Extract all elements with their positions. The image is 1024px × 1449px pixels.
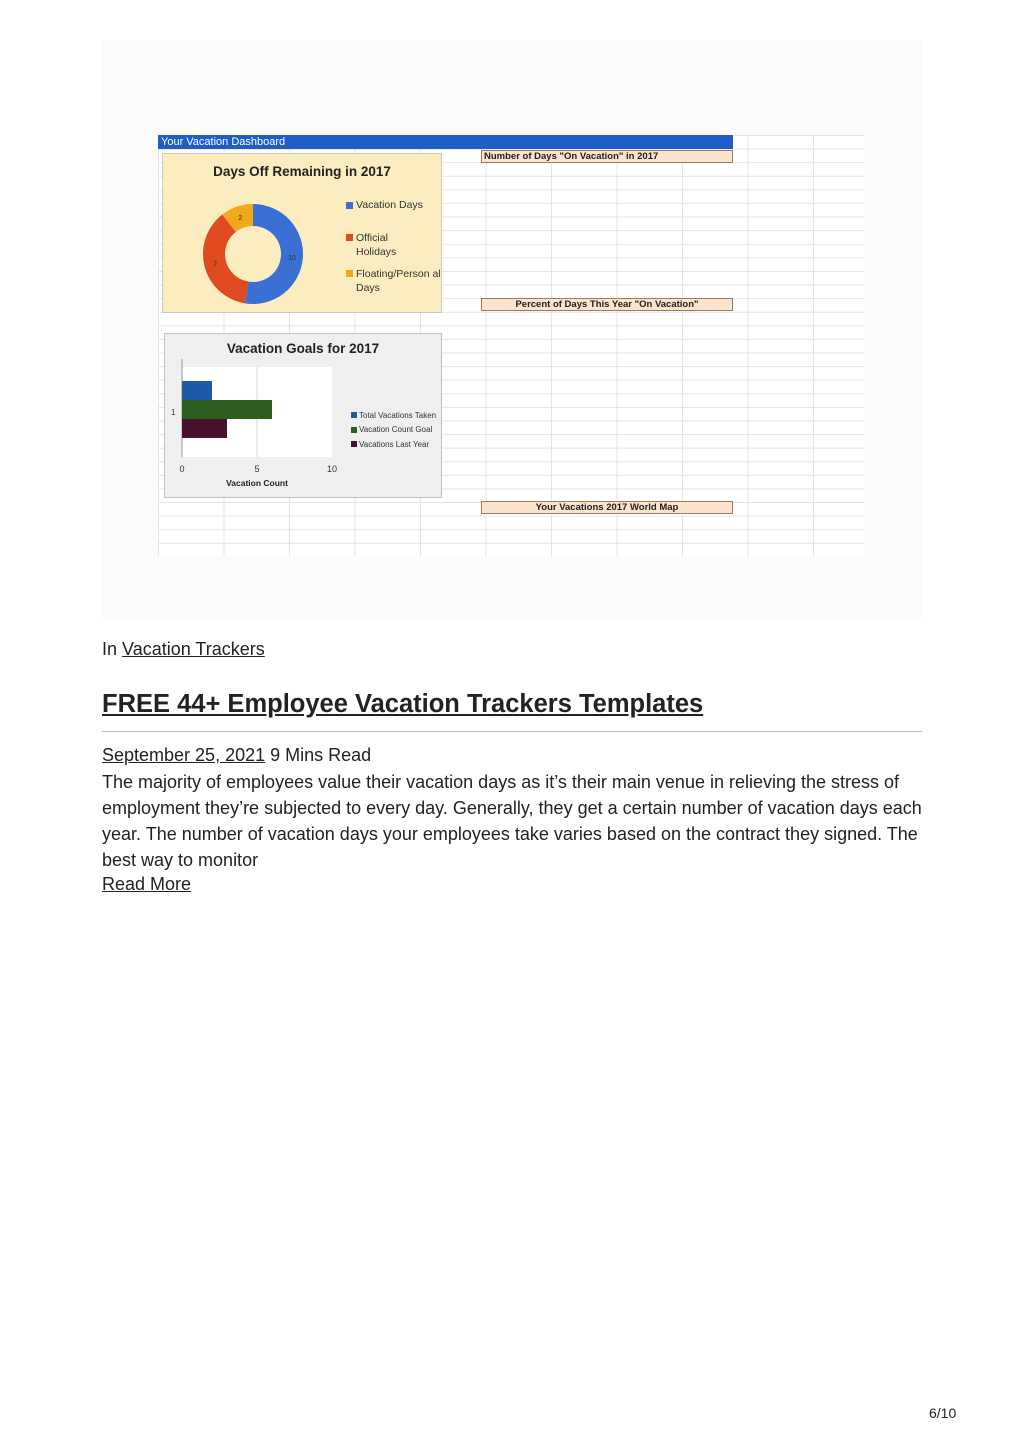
x-tick-label: 0 [179,464,185,474]
world-map-box: Your Vacations 2017 World Map [481,501,733,514]
legend-floating-days [346,267,441,295]
pie-legend [346,199,441,295]
article-meta [102,745,371,766]
pie-data-label: 7 [213,261,218,269]
bar-legend [351,408,436,452]
legend-swatch [351,441,357,447]
legend-swatch [346,234,353,241]
category-link[interactable]: Vacation Trackers [122,639,265,659]
read-time: 9 Mins Read [270,745,372,765]
bar [182,419,227,438]
category-prefix: In [102,639,118,659]
pie-chart [193,194,313,314]
bar [182,400,272,419]
pie-data-label: 10 [287,255,296,263]
legend-swatch [351,412,357,418]
x-tick-label: 5 [254,464,260,474]
dashboard-header: Your Vacation Dashboard [158,135,733,149]
legend-swatch [351,427,357,433]
x-tick-label: 10 [326,464,338,474]
legend-label: Floating/Person al Days [356,268,441,294]
legend-vacation-goal [351,423,436,438]
category-line [102,639,265,660]
legend-label: Vacations Last Year [359,439,430,449]
article-title-link[interactable]: FREE 44+ Employee Vacation Trackers Templates [102,690,704,718]
bar [182,381,212,400]
bar-chart [165,359,345,499]
x-axis-label: Vacation Count [226,478,288,488]
legend-swatch [346,202,353,209]
bar-chart-panel [164,333,442,498]
legend-swatch [346,270,353,277]
bar-chart-title: Vacation Goals for 2017 [226,341,380,356]
article-date-link[interactable]: September 25, 2021 [102,745,266,765]
legend-official-holidays [346,231,441,267]
page-number: 6/10 [929,1405,957,1421]
percent-days-box: Percent of Days This Year "On Vacation" [481,298,733,311]
days-on-vacation-box: Number of Days "On Vacation" in 2017 [481,150,733,163]
pie-slice [245,204,303,304]
title-divider [102,731,922,732]
legend-total-vacations [351,408,436,423]
pie-chart-title: Days Off Remaining in 2017 [213,164,391,179]
legend-last-year [351,437,436,452]
legend-vacation-days [346,199,441,231]
pie-chart-panel [162,153,442,313]
article-title [102,690,703,719]
read-more-link[interactable]: Read More [102,874,192,894]
legend-label: Total Vacations Taken [359,410,437,420]
dashboard-screenshot [102,40,922,620]
category-label: 1 [171,408,176,417]
article-excerpt: The majority of employees value their vacation days as it’s their main venue in relieving the stress of employment they’re subjected to every day. Generally, they get a certain number of vacation days each year. The number of vacation days your employees take varies based on the contract they signed. The best way to monitor [102,772,922,870]
legend-label: Vacation Days [356,199,423,211]
legend-label: Vacation Count Goal [359,425,433,435]
legend-label: Official Holidays [356,232,397,258]
pie-data-label: 2 [238,215,243,223]
